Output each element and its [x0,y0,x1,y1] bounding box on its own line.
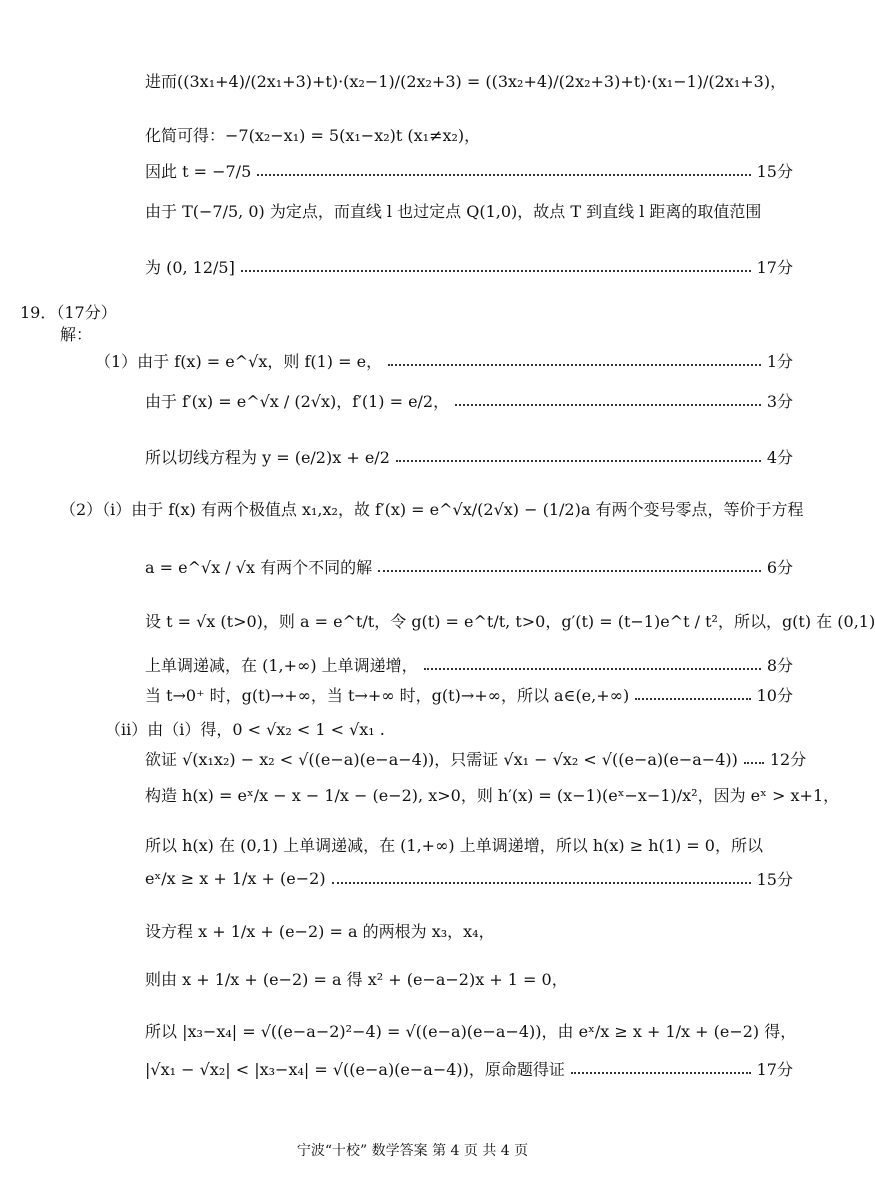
score-mark: 8分 [766,655,793,675]
line-text: |√x₁ − √x₂| < |x₃−x₄| = √((e−a)(e−a−4))，原命题得证 [145,1059,565,1079]
line-text: eˣ/x ≥ x + 1/x + (e−2) [145,868,326,888]
page-footer: 宁波“十校” 数学答案 第 4 页 共 4 页 [296,1143,529,1159]
score-mark: 12分 [769,749,807,769]
line-text: 所以切线方程为 y = (e/2)x + e/2 [145,447,390,467]
dot-leader [424,668,761,670]
solution-line [60,490,804,526]
solution-line [145,152,793,188]
dot-leader [388,364,761,366]
score-mark: 3分 [766,391,793,411]
solution-line [145,438,793,474]
line-text: 进而((3x₁+4)/(2x₁+3)+t)·(x₂−1)/(2x₂+3) = ((3x₂+4)/(2x₂+3)+t)·(x₁−1)/(2x₁+3)， [145,71,787,91]
dot-leader [571,1072,751,1074]
score-mark: 17分 [756,1059,793,1079]
solution-line [145,776,840,812]
dot-leader [257,174,750,176]
solution-line [145,548,793,584]
solution-label: 解： [60,325,93,344]
score-mark: 1分 [766,351,793,371]
line-text: 当 t→0⁺ 时，g(t)→+∞，当 t→+∞ 时，g(t)→+∞，所以 a∈(e,+∞) [145,685,630,705]
solution-line [145,1012,797,1048]
dot-leader [455,404,761,406]
dot-leader [332,882,751,884]
dot-leader [635,698,750,700]
solution-line [145,912,793,948]
solution-line [145,382,793,418]
line-text: （2）（i）由于 f(x) 有两个极值点 x₁,x₂，故 f′(x) = e^√x/(2√x) − (1/2)a 有两个变号零点，等价于方程 [60,499,804,519]
score-mark: 6分 [766,557,793,577]
score-mark: 4分 [766,447,793,467]
solution-line [145,248,793,284]
line-text: 欲证 √(x₁x₂) − x₂ < √((e−a)(e−a−4))，只需证 √x₁ − √x₂ < √((e−a)(e−a−4)) [145,749,738,769]
solution-line [145,62,793,98]
line-text: 构造 h(x) = eˣ/x − x − 1/x − (e−2), x>0，则 h′(x) = (x−1)(eˣ−x−1)/x²，因为 eˣ > x+1， [145,785,840,805]
solution-line [145,192,793,228]
line-text: 由于 T(−7/5, 0) 为定点，而直线 l 也过定点 Q(1,0)，故点 T 到直线 l 距离的取值范围 [145,201,762,221]
line-text: 则由 x + 1/x + (e−2) = a 得 x² + (e−a−2)x + 1 = 0， [145,969,568,989]
line-text: 所以 |x₃−x₄| = √((e−a−2)²−4) = √((e−a)(e−a−4))，由 eˣ/x ≥ x + 1/x + (e−2) 得， [145,1021,797,1041]
line-text: 由于 f′(x) = e^√x / (2√x)，f′(1) = e/2， [145,391,450,411]
solution-line [145,1050,793,1086]
line-text: （ii）由（i）得，0 < √x₂ < 1 < √x₁ . [105,719,385,739]
dot-leader [396,460,761,462]
solution-line [145,676,793,712]
line-text: （1）由于 f(x) = e^√x，则 f(1) = e， [95,351,383,371]
line-text: 因此 t = −7/5 [145,161,252,181]
solution-line [145,740,807,776]
dot-leader [241,270,751,272]
solution-line [95,342,793,378]
score-mark: 15分 [756,869,793,889]
solution-line [145,116,793,152]
line-text: 设方程 x + 1/x + (e−2) = a 的两根为 x₃，x₄， [145,921,495,941]
score-mark: 10分 [756,685,793,705]
line-text: a = e^√x / √x 有两个不同的解 [145,557,373,577]
solution-line [145,602,875,638]
dot-leader [378,570,761,572]
dot-leader [744,762,764,764]
score-mark: 17分 [756,257,793,277]
score-mark: 15分 [756,161,793,181]
line-text: 上单调递减，在 (1,+∞) 上单调递增， [145,655,418,675]
problem-header: 19．（17分） [20,303,117,322]
line-text: 所以 h(x) 在 (0,1) 上单调递减，在 (1,+∞) 上单调递增，所以 h(x) ≥ h(1) = 0，所以 [145,835,763,855]
line-text: 为 (0, 12/5] [145,257,235,277]
solution-line [145,860,793,896]
line-text: 设 t = √x (t>0)，则 a = e^t/t，令 g(t) = e^t/t, t>0，g′(t) = (t−1)e^t / t²，所以，g(t) 在 (0,1) [145,611,875,631]
solution-line [145,826,793,862]
line-text: 化简可得：−7(x₂−x₁) = 5(x₁−x₂)t (x₁≠x₂)， [145,125,481,145]
solution-line [145,960,793,996]
